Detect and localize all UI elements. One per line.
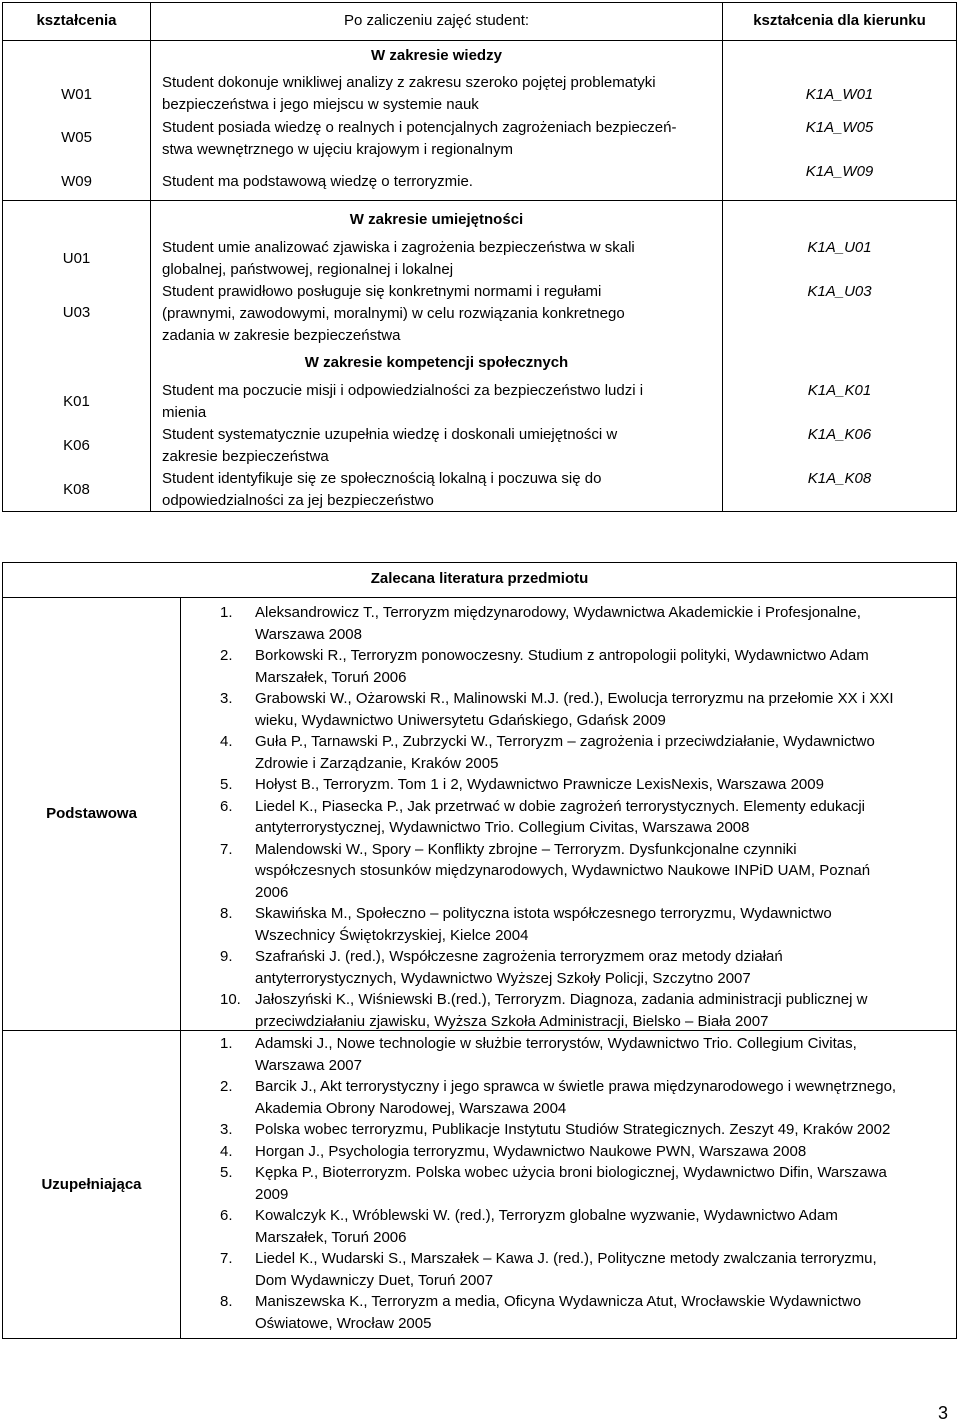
list-item-number: 9. [220,948,233,965]
outcome-reference: K1A_W05 [805,119,874,136]
list-item-text-line: Malendowski W., Spory – Konflikty zbrojne – Terroryzm. Dysfunkcjonalne czynniki [255,840,797,858]
list-item-number: 2. [220,647,233,664]
list-item-text-line: Warszawa 2007 [255,1056,362,1074]
list-item-number: 4. [220,1142,233,1160]
list-item-text-line: Borkowski R., Terroryzm ponowoczesny. Studium z antropologii polityki, Wydawnictwo Adam [255,647,869,664]
outcome-text-line: (prawnymi, zawodowymi, moralnymi) w celu rozwiązania konkretnego [162,305,625,322]
outcome-text-line: Student prawidłowo posługuje się konkretnymi normami i regułami [162,283,602,300]
outcome-text-line: odpowiedzialności za jej bezpieczeństwo [162,492,434,509]
list-item-text-line: Horgan J., Psychologia terroryzmu, Wydawnictwo Naukowe PWN, Warszawa 2008 [255,1142,807,1160]
outcome-code: U03 [62,304,91,321]
list-item-number: 2. [220,1078,233,1095]
header-col-code: kształcenia [36,12,117,29]
section-heading-knowledge: W zakresie wiedzy [371,47,502,64]
list-item-text-line: Marszałek, Toruń 2006 [255,1228,407,1246]
list-item-number: 6. [220,1207,233,1224]
list-item-number: 10. [220,991,241,1008]
list-item-text-line: Marszałek, Toruń 2006 [255,668,407,686]
list-item-text-line: Skawińska M., Społeczno – polityczna istota współczesnego terroryzmu, Wydawnictwo [255,905,832,922]
outcome-reference: K1A_K08 [807,470,872,487]
list-item-text-line: Kowalczyk K., Wróblewski W. (red.), Terroryzm globalne wyzwanie, Wydawnictwo Adam [255,1207,838,1224]
outcome-reference: K1A_U03 [807,283,872,300]
basic-literature-label: Podstawowa [46,805,137,822]
list-item-number: 3. [220,1121,233,1138]
outcome-code: W05 [61,129,92,146]
list-item-text-line: współczesnych stosunków międzynarodowych, Wydawnictwo Naukowe INPiD UAM, Poznań [255,862,871,879]
outcome-code: W01 [61,86,92,103]
list-item-text-line: Polska wobec terroryzmu, Publikacje Instytutu Studiów Strategicznych. Zeszyt 49, Kraków 2002 [255,1121,891,1138]
list-item-text-line: Barcik J., Akt terrorystyczny i jego sprawca w świetle prawa międzynarodowego i wewnętrznego, [255,1078,897,1095]
list-item-text-line: 2006 [255,883,289,901]
outcome-text-line: stwa wewnętrznego w ujęciu krajowym i regionalnym [162,141,513,158]
list-item-text-line: Liedel K., Piasecka P., Jak przetrwać w dobie zagrożeń terrorystycznych. Elementy edukacji [255,797,866,815]
list-item-number: 1. [220,1035,233,1052]
outcome-text-line: Student posiada wiedzę o realnych i potencjalnych zagrożeniach bezpieczeń- [162,119,677,136]
outcome-reference: K1A_W09 [805,163,874,180]
list-item-text-line: Jałoszyński K., Wiśniewski B.(red.), Terroryzm. Diagnoza, zadania administracji publicznej w [255,991,868,1008]
list-item-number: 1. [220,604,233,621]
outcome-text-line: Student systematycznie uzupełnia wiedzę i doskonali umiejętności w [162,426,618,443]
header-col-reference: kształcenia dla kierunku [753,12,926,29]
list-item-text-line: Grabowski W., Ożarowski R., Malinowski M.J. (red.), Ewolucja terroryzmu na przełomie XX i XXI [255,690,894,707]
section-heading-social-competences: W zakresie kompetencji społecznych [304,354,569,371]
list-item-text-line: antyterrorystycznej, Wydawnictwo Trio. Collegium Civitas, Warszawa 2008 [255,819,750,836]
outcome-reference: K1A_U01 [807,239,872,256]
outcome-text-line: Student identyfikuje się ze społecznością lokalną i poczuwa się do [162,470,602,487]
outcome-reference: K1A_K01 [807,382,872,399]
outcome-code: U01 [62,250,91,267]
page-number: 3 [938,1403,949,1423]
list-item-text-line: przeciwdziałaniu zjawisku, Wyższa Szkoła Administracji, Bielsko – Biała 2007 [255,1012,769,1030]
outcome-reference: K1A_K06 [807,426,872,443]
list-item-text-line: Guła P., Tarnawski P., Zubrzycki W., Terroryzm – zagrożenia i przeciwdziałanie, Wydawnictwo [255,733,875,750]
outcome-code: K08 [63,481,90,498]
list-item-text-line: Akademia Obrony Narodowej, Warszawa 2004 [255,1099,567,1117]
list-item-text-line: Hołyst B., Terroryzm. Tom 1 i 2, Wydawnictwo Prawnicze LexisNexis, Warszawa 2009 [255,776,824,793]
literature-title: Zalecana literatura przedmiotu [370,570,589,587]
list-item-text-line: Aleksandrowicz T., Terroryzm międzynarodowy, Wydawnictwa Akademickie i Profesjonalne, [255,604,861,621]
outcome-code: K01 [63,393,90,410]
supplementary-literature-label: Uzupełniająca [41,1176,142,1193]
list-item-text-line: Warszawa 2008 [255,625,362,643]
list-item-number: 5. [220,1164,233,1181]
outcome-text-line: mienia [162,404,207,421]
list-item-text-line: Liedel K., Wudarski S., Marszałek – Kawa J. (red.), Polityczne metody zwalczania terroryzmu, [255,1250,877,1267]
outcome-reference: K1A_W01 [805,86,874,103]
list-item-text-line: wieku, Wydawnictwo Uniwersytetu Gdańskiego, Gdańsk 2009 [255,711,666,729]
list-item-text-line: Oświatowe, Wrocław 2005 [255,1314,432,1332]
list-item-number: 5. [220,776,233,793]
list-item-number: 3. [220,690,233,707]
outcome-code: K06 [63,437,90,454]
list-item-number: 4. [220,733,233,750]
list-item-number: 8. [220,905,233,922]
list-item-text-line: Wszechnicy Świętokrzyskiej, Kielce 2004 [255,926,529,944]
outcome-text-line: Student dokonuje wnikliwej analizy z zakresu szeroko pojętej problematyki [162,74,656,91]
list-item-number: 7. [220,840,233,858]
outcome-text-line: bezpieczeństwa i jego miejscu w systemie nauk [162,96,479,113]
outcome-text-line: Student ma poczucie misji i odpowiedzialności za bezpieczeństwo ludzi i [162,382,644,399]
outcome-text-line: zakresie bezpieczeństwa [162,448,329,465]
list-item-text-line: Kępka P., Bioterroryzm. Polska wobec użycia broni biologicznej, Wydawnictwo Difin, Warszawa [255,1164,887,1181]
list-item-number: 8. [220,1293,233,1310]
list-item-number: 6. [220,797,233,815]
list-item-number: 7. [220,1250,233,1267]
outcome-text-line: Student ma podstawową wiedzę o terroryzmie. [162,173,473,190]
list-item-text-line: Maniszewska K., Terroryzm a media, Oficyna Wydawnicza Atut, Wrocławskie Wydawnictwo [255,1293,862,1310]
outcome-text-line: Student umie analizować zjawiska i zagrożenia bezpieczeństwa w skali [162,239,635,256]
list-item-text-line: Adamski J., Nowe technologie w służbie terrorystów, Wydawnictwo Trio. Collegium Civitas, [255,1035,857,1052]
outcome-text-line: globalnej, państwowej, regionalnej i lokalnej [162,261,454,278]
section-heading-skills: W zakresie umiejętności [349,211,524,228]
list-item-text-line: Dom Wydawniczy Duet, Toruń 2007 [255,1271,494,1289]
list-item-text-line: 2009 [255,1185,289,1203]
list-item-text-line: antyterrorystycznych, Wydawnictwo Wyższej Szkoły Policji, Szczytno 2007 [255,969,751,987]
outcome-code: W09 [61,173,92,190]
list-item-text-line: Zdrowie i Zarządzanie, Kraków 2005 [255,754,499,772]
header-col-description: Po zaliczeniu zajęć student: [343,12,530,29]
outcome-text-line: zadania w zakresie bezpieczeństwa [162,327,401,344]
list-item-text-line: Szafrański J. (red.), Współczesne zagrożenia terroryzmem oraz metody działań [255,948,783,965]
